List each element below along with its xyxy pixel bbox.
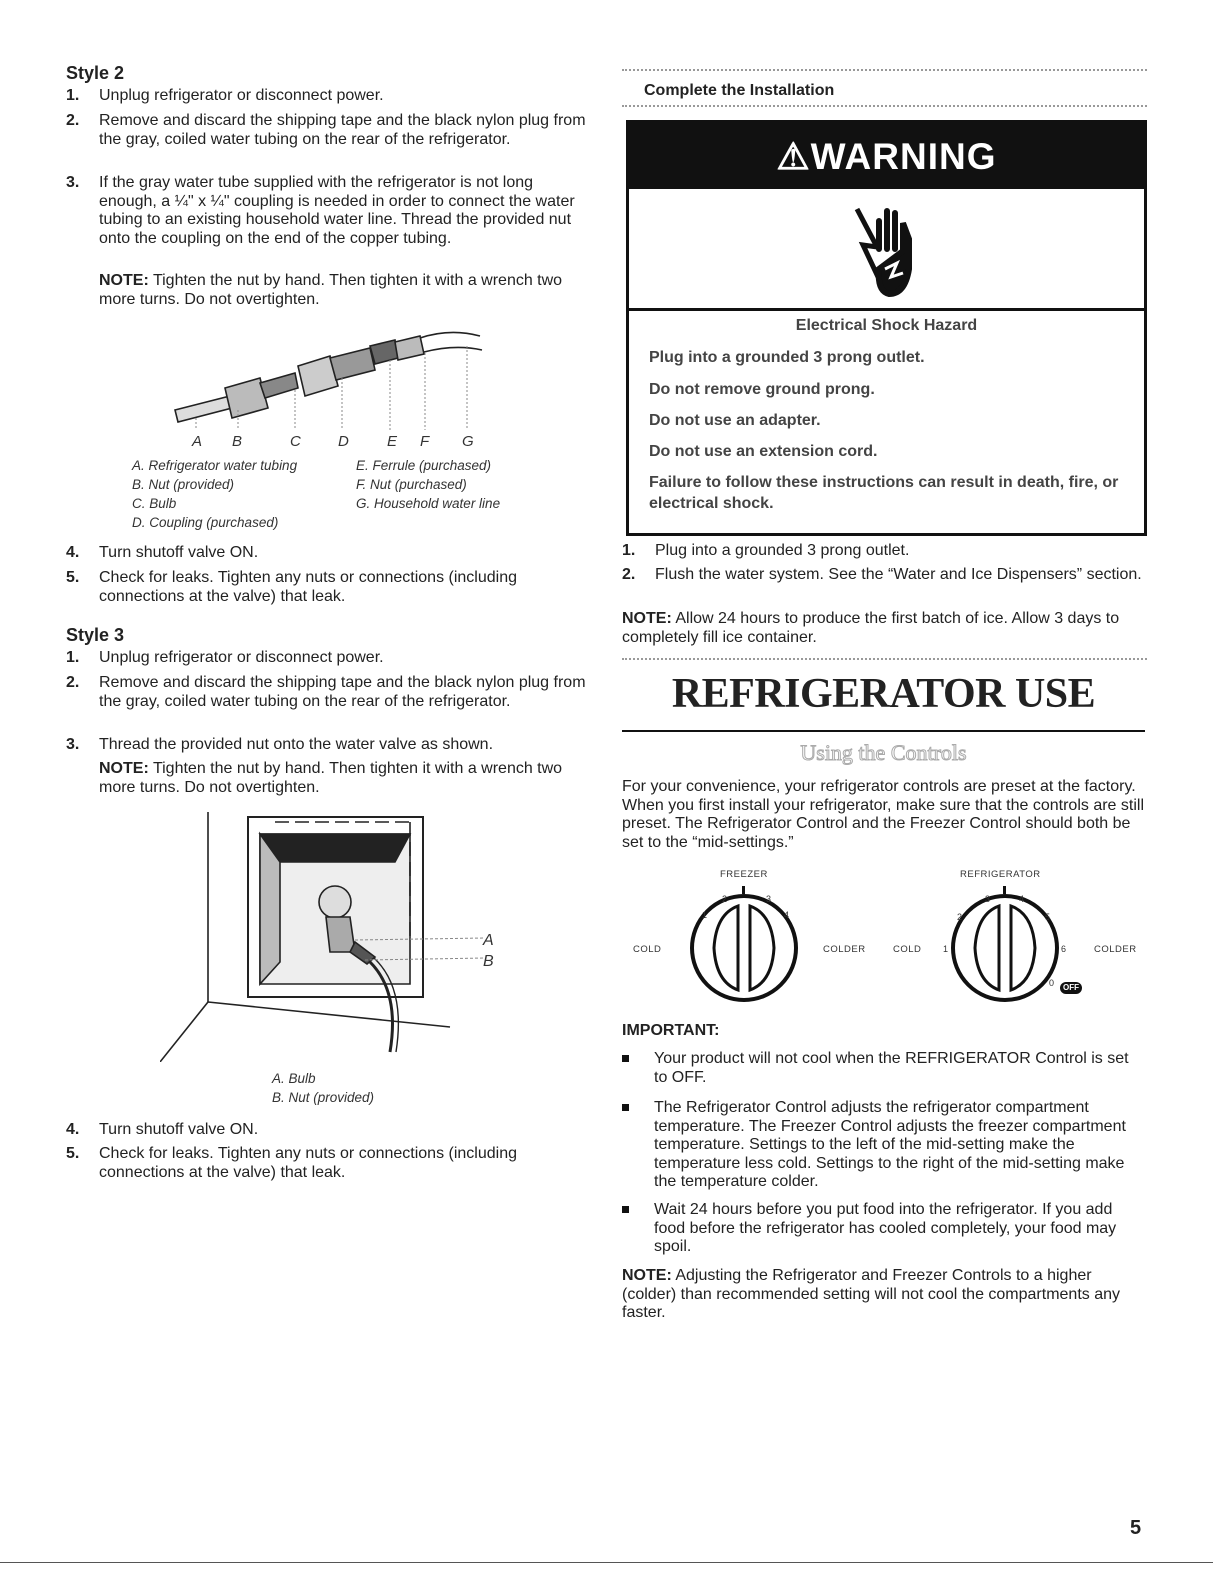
style3-step-1: 1. Unplug refrigerator or disconnect power.: [66, 649, 384, 666]
style2-heading: Style 2: [66, 63, 125, 83]
warning-line: Plug into a grounded 3 prong outlet.: [649, 349, 925, 366]
style2-step-2: 2. Remove and discard the shipping tape and the black nylon plug from the gray, coiled water tubing on the rear of the refrigerator.: [66, 112, 586, 148]
svg-text:2: 2: [722, 894, 728, 904]
svg-text:4: 4: [784, 910, 790, 920]
freezer-colder-label: COLDER: [823, 944, 866, 955]
warning-separator: [629, 308, 1144, 311]
warning-line: Do not remove ground prong.: [649, 381, 875, 398]
style3-heading: Style 3: [66, 625, 125, 645]
style3-note: NOTE: Tighten the nut by hand. Then tighten it with a wrench two more turns. Do not overtighten.: [99, 760, 563, 796]
diagram-letter-a: A: [192, 433, 203, 450]
refrigerator-dial[interactable]: [935, 886, 1075, 1002]
svg-text:1: 1: [702, 910, 708, 920]
diagram-letter-g: G: [462, 433, 474, 450]
freezer-dial[interactable]: [688, 886, 800, 1002]
valve-letter-b: B: [483, 953, 494, 970]
complete-note: NOTE: Allow 24 hours to produce the first batch of ice. Allow 3 days to completely fill ice container.: [622, 610, 1120, 646]
refrigerator-colder-label: COLDER: [1094, 944, 1137, 955]
coupling-diagram: [170, 318, 490, 453]
diagram-letter-e: E: [387, 433, 398, 450]
complete-step-1: 1. Plug into a grounded 3 prong outlet.: [622, 542, 910, 559]
diagram-letter-f: F: [420, 433, 430, 450]
warning-header: ⚠WARNING: [629, 123, 1144, 189]
important-label: IMPORTANT:: [622, 1022, 720, 1039]
svg-text:3: 3: [985, 894, 991, 904]
style2-step-4: 4. Turn shutoff valve ON.: [66, 544, 259, 561]
divider: [622, 658, 1147, 660]
warning-box: [626, 120, 1147, 536]
freezer-cold-label: COLD: [633, 944, 662, 955]
style2-step-3: 3. If the gray water tube supplied with the refrigerator is not long enough, a ¼" x ¼" coupling is needed in order to connect the water tubing to an existing household water line. Thread the provided nut onto the coupling on the end of the copper tubing.: [66, 174, 575, 247]
refrigerator-dial-label: REFRIGERATOR: [960, 869, 1041, 880]
style3-step-3: 3. Thread the provided nut onto the water valve as shown.: [66, 736, 494, 753]
title-rule: [622, 730, 1145, 732]
style3-step-4: 4. Turn shutoff valve ON.: [66, 1121, 259, 1138]
complete-step-2: 2. Flush the water system. See the “Water and Ice Dispensers” section.: [622, 566, 1142, 583]
svg-text:1: 1: [943, 944, 949, 954]
style3-step-2: 2. Remove and discard the shipping tape and the black nylon plug from the gray, coiled water tubing on the rear of the refrigerator.: [66, 674, 586, 710]
warning-line: Failure to follow these instructions can result in death, fire, or electrical shock.: [649, 474, 1119, 512]
style2-note: NOTE: Tighten the nut by hand. Then tighten it with a wrench two more turns. Do not overtighten.: [99, 272, 563, 308]
diagram-letter-d: D: [338, 433, 349, 450]
water-valve-diagram: [160, 812, 500, 1062]
complete-installation-heading: Complete the Installation: [644, 82, 835, 99]
divider: [622, 105, 1147, 107]
diagram-letter-c: C: [290, 433, 301, 450]
diagram-letter-b: B: [232, 433, 243, 450]
using-controls-subheading: Using the Controls: [800, 740, 967, 765]
svg-text:5: 5: [1045, 912, 1051, 922]
page-number: 5: [1130, 1517, 1142, 1539]
freezer-dial-label: FREEZER: [720, 869, 768, 880]
svg-text:6: 6: [1061, 944, 1067, 954]
important-bullet-2: The Refrigerator Control adjusts the refrigerator compartment temperature. The Freezer Control adjusts the freezer compartment temperature. Settings to the left of the mid-setting make the temperature less cold. Settings to the right of the mid-setting make the temperature colder.: [622, 1099, 1144, 1192]
svg-text:0: 0: [1049, 978, 1055, 988]
important-bullet-1: Your product will not cool when the REFRIGERATOR Control is set to OFF.: [622, 1050, 1144, 1087]
style3-step-5: 5. Check for leaks. Tighten any nuts or connections (including connections at the valve) that leak.: [66, 1145, 518, 1181]
valve-letter-a: A: [483, 932, 494, 949]
divider: [622, 69, 1147, 71]
shock-hazard-icon: [849, 199, 919, 299]
style2-step-1: 1. Unplug refrigerator or disconnect power.: [66, 87, 384, 104]
footer-rule: [0, 1562, 1213, 1563]
off-badge: OFF: [1060, 982, 1082, 994]
warning-line: Do not use an adapter.: [649, 412, 821, 429]
refrigerator-cold-label: COLD: [893, 944, 922, 955]
important-bullet-3: Wait 24 hours before you put food into the refrigerator. If you add food before the refrigerator has cooled completely, your food may spoil.: [622, 1201, 1144, 1257]
use-note: NOTE: Adjusting the Refrigerator and Freezer Controls to a higher (colder) than recommended setting will not cool the compartments any faster.: [622, 1267, 1121, 1321]
hazard-title: Electrical Shock Hazard: [795, 317, 978, 334]
svg-text:3: 3: [766, 894, 772, 904]
controls-intro: For your convenience, your refrigerator controls are preset at the factory. When you first install your refrigerator, make sure that the controls are still preset. The Refrigerator Control and the Freezer Control should both be set to the “mid-settings.”: [622, 778, 1144, 851]
style2-step-5: 5. Check for leaks. Tighten any nuts or connections (including connections at the valve) that leak.: [66, 569, 518, 605]
svg-text:2: 2: [957, 912, 963, 922]
warning-line: Do not use an extension cord.: [649, 443, 878, 460]
refrigerator-use-title: REFRIGERATOR USE: [671, 671, 1096, 717]
svg-text:4: 4: [1019, 894, 1025, 904]
